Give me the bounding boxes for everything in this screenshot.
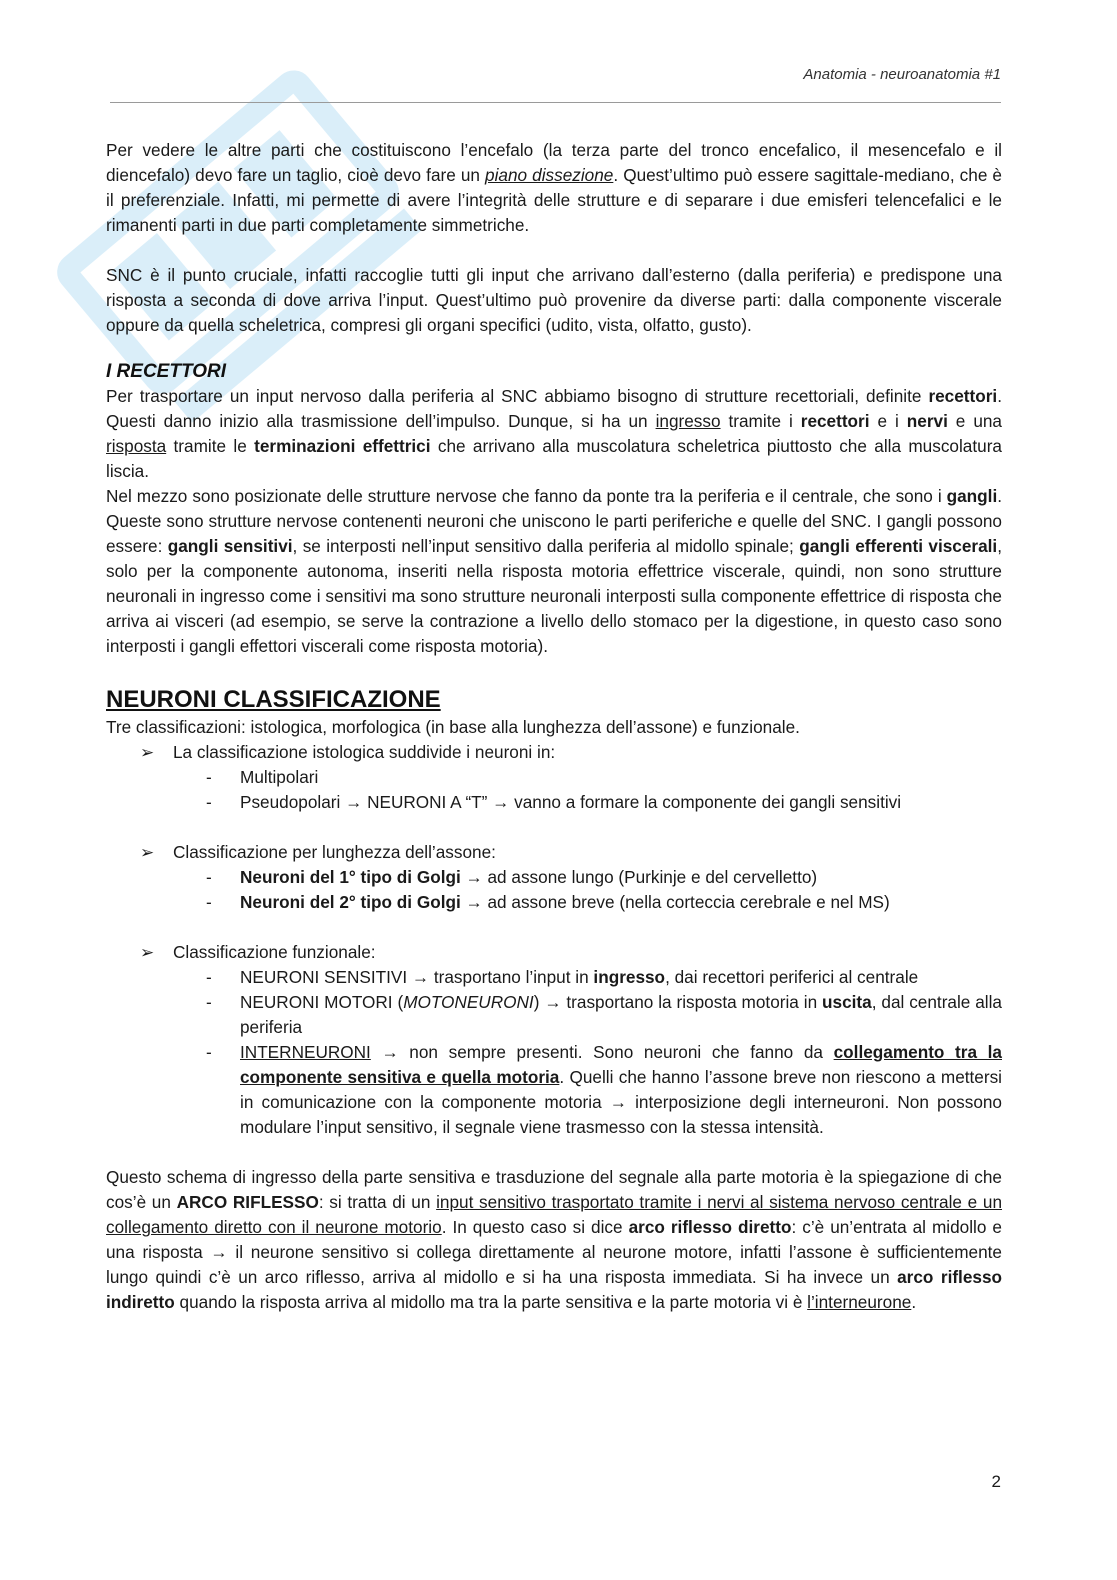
paragraph-encefalo: Per vedere le altre parti che costituiscono l’encefalo (la terza parte del tronco encefalico, il mesencefalo e il diencefalo) devo fare un taglio, cioè devo fare un piano dissezione. Quest’ultimo può essere sagittale-mediano, che è il preferenziale. Infatti, mi permette di avere l’integrità delle strutture e di separare i due emisferi telencefalici e le rimanenti parti in due parti completamente simmetriche. [106, 140, 1002, 235]
term-piano-dissezione: piano dissezione [485, 165, 614, 185]
dash-bullet: - [206, 767, 212, 787]
dash-bullet: - [206, 792, 212, 812]
dash-bullet: - [206, 892, 212, 912]
document-body [106, 138, 1002, 1315]
arrow-bullet-icon: ➢ [140, 942, 155, 962]
list-item-lunghezza: ➢ Classificazione per lunghezza dell’assone: [106, 840, 1002, 865]
list-item: - NEURONI SENSITIVI → trasportano l’input in ingresso, dai recettori periferici al centrale [106, 965, 1002, 990]
page-header: Anatomia - neuroanatomia #1 [803, 66, 1001, 83]
heading-neuroni-classificazione: NEURONI CLASSIFICAZIONE [106, 686, 441, 713]
list-item: - Neuroni del 2° tipo di Golgi → ad assone breve (nella corteccia cerebrale e nel MS) [106, 890, 1002, 915]
dash-bullet: - [206, 1042, 212, 1062]
paragraph-snc: SNC è il punto cruciale, infatti raccoglie tutti gli input che arrivano dall’esterno (dalla periferia) e predispone una risposta a seconda di dove arriva l’input. Quest’ultimo può provenire da diverse parti: dalla componente viscerale oppure da quella scheletrica, compresi gli organi specifici (udito, vista, olfatto, gusto). [106, 265, 1002, 335]
paragraph-gangli: Nel mezzo sono posizionate delle strutture nervose che fanno da ponte tra la periferia e il centrale, che sono i gangli. Queste sono strutture nervose contenenti neuroni che uniscono le parti periferiche e quelle del SNC. I gangli possono essere: gangli sensitivi, se interposti nell’input sensitivo dalla periferia al midollo spinale; gangli efferenti viscerali, solo per la componente autonoma, inseriti nella risposta motoria effettrice viscerale, quindi, non sono strutture neuronali in ingresso come i sensitivi ma sono strutture neuronali interposti sulla componente effettrice di risposta che arriva ai visceri (ad esempio, se serve la contrazione a livello dello stomaco per la digestione, in questo caso sono interposti i gangli effettori viscerali come risposta motoria). [106, 486, 1002, 656]
list-item: - Multipolari [106, 765, 1002, 790]
arrow-bullet-icon: ➢ [140, 842, 155, 862]
arrow-bullet-icon: ➢ [140, 742, 155, 762]
paragraph-neuroni-intro: Tre classificazioni: istologica, morfologica (in base alla lunghezza dell’assone) e funzionale. [106, 717, 800, 737]
dash-bullet: - [206, 992, 212, 1012]
header-divider [110, 102, 1001, 103]
paragraph-recettori: Per trasportare un input nervoso dalla periferia al SNC abbiamo bisogno di strutture recettoriali, definite recettori. Questi danno inizio alla trasmissione dell’impulso. Dunque, si ha un ingresso tramite i recettori e i nervi e una risposta tramite le terminazioni effettrici che arrivano alla muscolatura scheletrica piuttosto che alla muscolatura liscia. [106, 386, 1002, 481]
list-item: - Pseudopolari → NEURONI A “T” → vanno a formare la componente dei gangli sensitivi [106, 790, 1002, 815]
list-item: - Neuroni del 1° tipo di Golgi → ad assone lungo (Purkinje e del cervelletto) [106, 865, 1002, 890]
page-number: 2 [991, 1472, 1001, 1491]
dash-bullet: - [206, 967, 212, 987]
heading-recettori: I RECETTORI [106, 361, 226, 382]
list-item-istologica: ➢ La classificazione istologica suddivide i neuroni in: [106, 740, 1002, 765]
list-item-funzionale: ➢ Classificazione funzionale: [106, 940, 1002, 965]
list-item: - INTERNEURONI → non sempre presenti. Sono neuroni che fanno da collegamento tra la componente sensitiva e quella motoria. Quelli che hanno l’assone breve non riescono a mettersi in comunicazione con la componente motoria → interposizione degli interneuroni. Non possono modulare l’input sensitivo, il segnale viene trasmesso con la stessa intensità. [206, 1042, 1002, 1137]
list-item: - NEURONI MOTORI (MOTONEURONI) → trasportano la risposta motoria in uscita, dal centrale alla periferia [206, 992, 1002, 1037]
dash-bullet: - [206, 867, 212, 887]
paragraph-arco-riflesso: Questo schema di ingresso della parte sensitiva e trasduzione del segnale alla parte motoria è la spiegazione di che cos’è un ARCO RIFLESSO: si tratta di un input sensitivo trasportato tramite i nervi al sistema nervoso centrale e un collegamento diretto con il neurone motorio. In questo caso si dice arco riflesso diretto: c’è un’entrata al midollo e una risposta → il neurone sensitivo si collega direttamente al neurone motore, infatti l’assone è sufficientemente lungo quindi c’è un arco riflesso, arriva al midollo e si ha una risposta immediata. Si ha invece un arco riflesso indiretto quando la risposta arriva al midollo ma tra la parte sensitiva e la parte motoria vi è l’interneurone. [106, 1167, 1003, 1312]
